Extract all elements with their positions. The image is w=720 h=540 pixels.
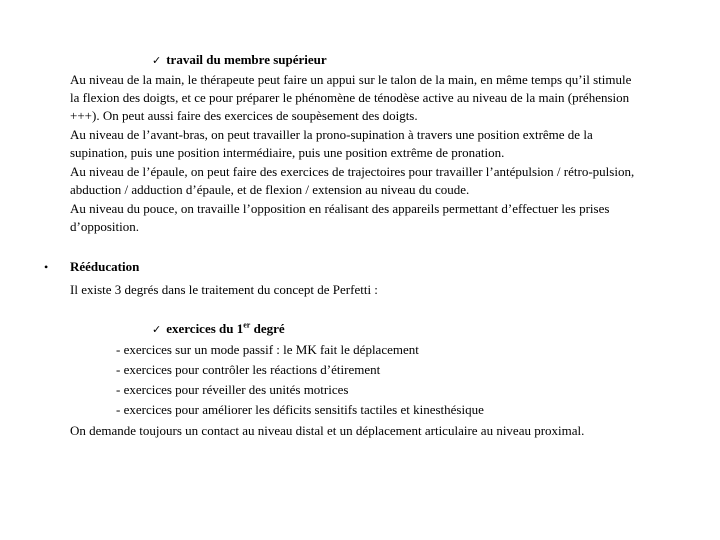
sub-heading-sup: er [243,320,251,330]
paragraph-line: abduction / adduction d’épaule, et de flexion / extension au niveau du coude. [70,182,470,197]
section-heading-reeducation: Rééducation [70,259,140,274]
paragraph-line: supination, puis une position intermédiaire, puis une position extrême de pronation. [70,145,505,160]
paragraph-line: la flexion des doigts, et ce pour préparer le phénomène de ténodèse active au niveau de la main (préhension [70,90,630,105]
sub-heading-text: exercices du 1 [166,321,244,336]
intro-text: Il existe 3 degrés dans le traitement du concept de Perfetti : [70,282,378,297]
paragraph-line: Au niveau de l’épaule, on peut faire des exercices de trajectoires pour travailler l’antépulsion / rétro-pulsion, [70,164,635,179]
list-item: - exercices sur un mode passif : le MK fait le déplacement [116,342,419,357]
list-item: - exercices pour réveiller des unités motrices [116,382,349,397]
sub-heading-text-end: degré [250,321,285,336]
bullet-icon: • [44,260,49,274]
check-icon: ✓ [152,323,162,336]
paragraph-line: Au niveau du pouce, on travaille l’opposition en réalisant des appareils permettant d’effectuer les prises [70,201,610,216]
paragraph-line: d’opposition. [70,219,139,234]
paragraph-line: +++). On peut aussi faire des exercices de soupèsement des doigts. [70,108,418,123]
paragraph-line: Au niveau de la main, le thérapeute peut faire un appui sur le talon de la main, en même temps qu’il stimule [70,72,632,87]
paragraph-line: Au niveau de l’avant-bras, on peut travailler la prono-supination à travers une position extrême de la [70,127,593,142]
list-item: - exercices pour contrôler les réactions d’étirement [116,362,381,377]
sub-heading-premier-degre [152,320,285,339]
list-item: - exercices pour améliorer les déficits sensitifs tactiles et kinesthésique [116,402,484,417]
closing-text: On demande toujours un contact au niveau distal et un déplacement articulaire au niveau proximal. [70,423,585,438]
section-heading-membre-superieur [152,51,327,70]
check-icon: ✓ [152,54,162,67]
heading-text: travail du membre supérieur [166,52,327,67]
